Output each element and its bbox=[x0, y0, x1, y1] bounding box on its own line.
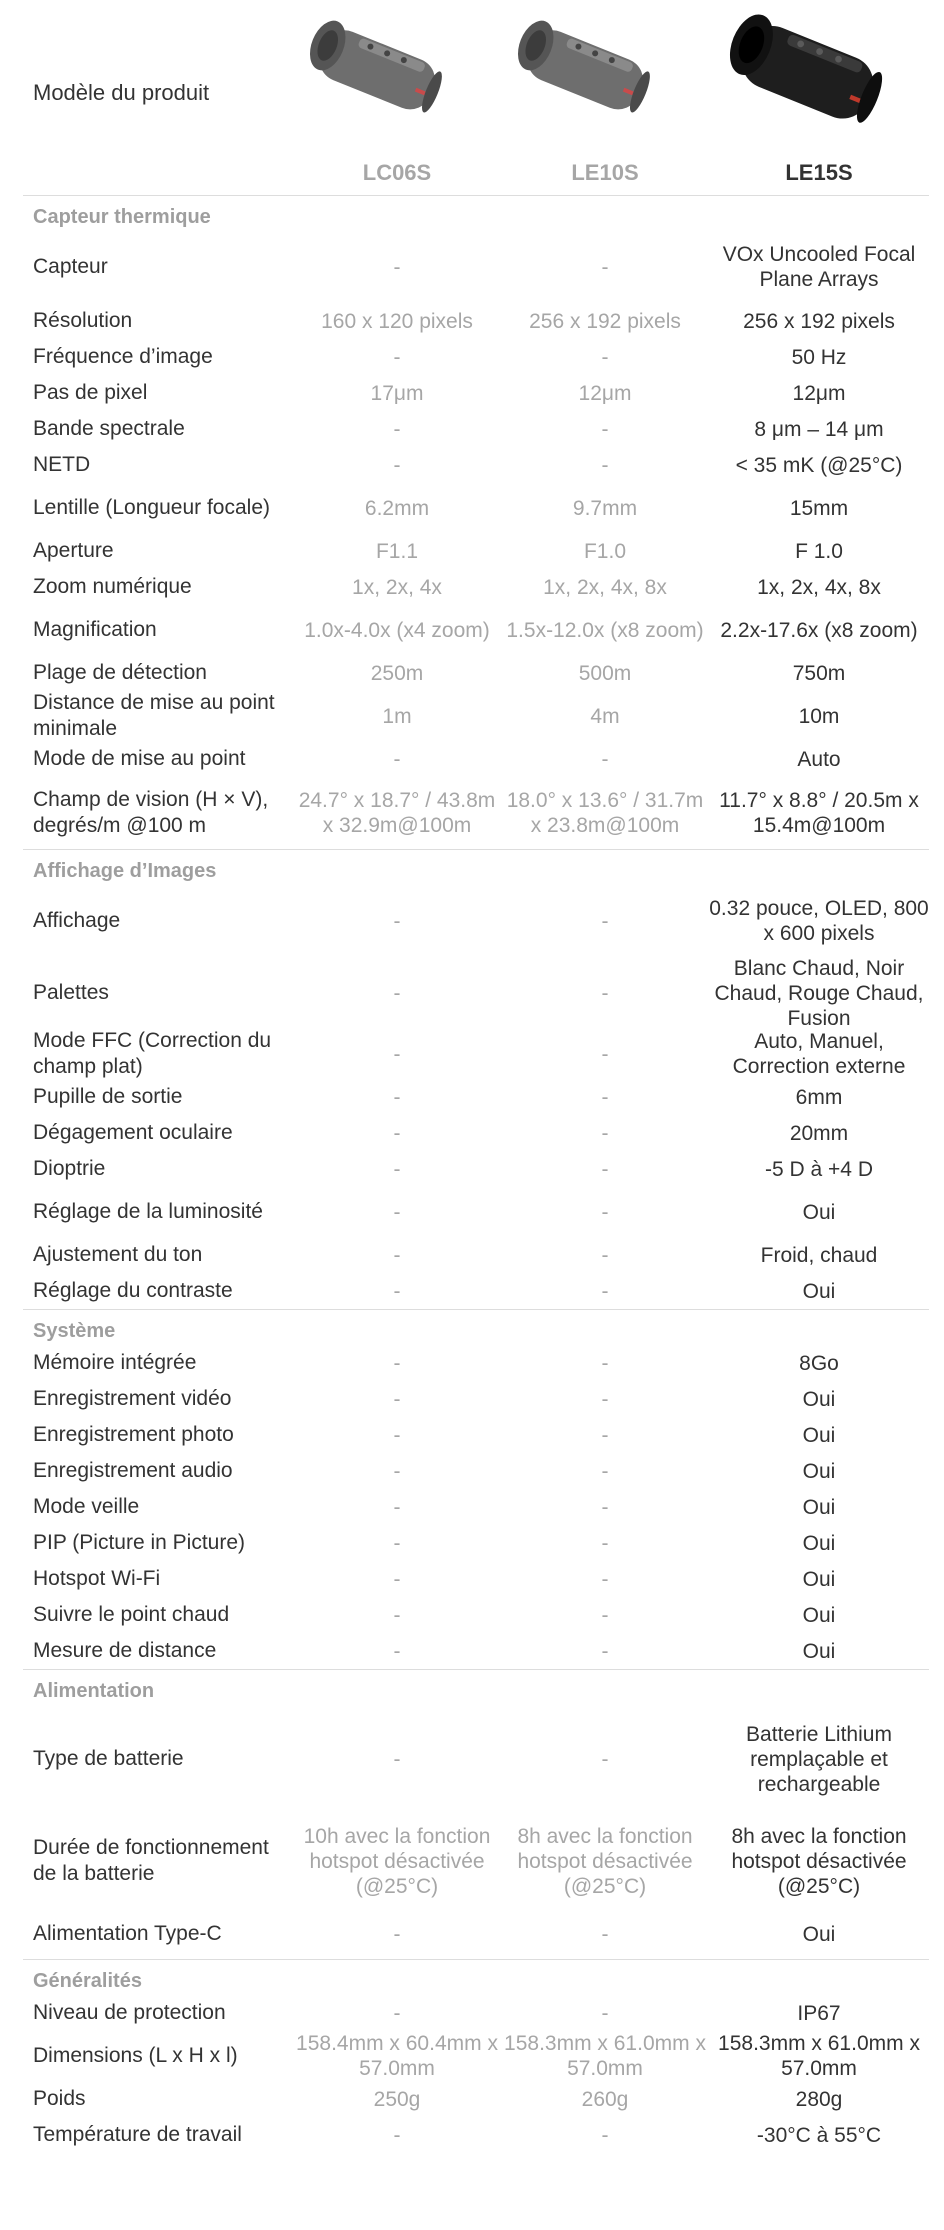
spec-value-lc06s: 1x, 2x, 4x bbox=[352, 575, 442, 599]
spec-value-le10s: - bbox=[601, 2001, 609, 2025]
spec-value-le15s: Oui bbox=[802, 1423, 836, 1447]
spec-row bbox=[23, 1115, 929, 1151]
spec-value-le10s: - bbox=[601, 255, 609, 279]
spec-label: Zoom numérique bbox=[33, 575, 192, 598]
spec-value-le10s: 8h avec la fonction hotspot désactivée (@25°C) bbox=[517, 1824, 693, 1898]
spec-label: Champ de vision (H × V), degrés/m @100 m bbox=[33, 788, 269, 837]
spec-value-lc06s: 158.4mm x 60.4mm x 57.0mm bbox=[296, 2032, 498, 2080]
model-name-le15s: LE15S bbox=[785, 160, 853, 185]
spec-label: Réglage du contraste bbox=[33, 1279, 233, 1302]
spec-value-le10s: 18.0° x 13.6° / 31.7m x 23.8m@100m bbox=[506, 789, 704, 837]
spec-value-le10s: - bbox=[601, 453, 609, 477]
spec-row bbox=[23, 1561, 929, 1597]
spec-value-le10s: - bbox=[601, 1243, 609, 1267]
spec-value-le15s: Oui bbox=[802, 1531, 836, 1555]
spec-value-le10s: 158.3mm x 61.0mm x 57.0mm bbox=[504, 2032, 706, 2080]
spec-value-lc06s: 1m bbox=[382, 704, 412, 728]
spec-value-lc06s: F1.1 bbox=[375, 539, 419, 563]
spec-value-lc06s: - bbox=[393, 1351, 401, 1375]
spec-value-le10s: - bbox=[601, 1922, 609, 1946]
spec-row bbox=[23, 885, 929, 957]
spec-value-le10s: - bbox=[601, 1085, 609, 1109]
spec-value-lc06s: - bbox=[393, 1243, 401, 1267]
spec-value-le10s: - bbox=[601, 909, 609, 933]
model-name-lc06s: LC06S bbox=[362, 160, 432, 185]
spec-value-lc06s: - bbox=[393, 1200, 401, 1224]
spec-value-le15s: 8h avec la fonction hotspot désactivée (@25°C) bbox=[731, 1824, 907, 1898]
section-header: Alimentation bbox=[23, 1669, 929, 1705]
section-header: Affichage d’Images bbox=[23, 849, 929, 885]
spec-value-lc06s: 160 x 120 pixels bbox=[321, 309, 473, 333]
spec-value-le10s: - bbox=[601, 1042, 609, 1066]
model-name-le10s: LE10S bbox=[571, 160, 639, 185]
spec-value-le10s: F1.0 bbox=[583, 539, 627, 563]
spec-value-le10s: - bbox=[601, 1603, 609, 1627]
spec-row bbox=[23, 231, 929, 303]
spec-value-le10s: - bbox=[601, 1567, 609, 1591]
spec-label: Suivre le point chaud bbox=[33, 1603, 230, 1626]
spec-value-le15s: Oui bbox=[802, 1495, 836, 1519]
spec-value-le15s: 8Go bbox=[799, 1351, 839, 1375]
spec-value-le15s: 11.7° x 8.8° / 20.5m x 15.4m@100m bbox=[719, 789, 919, 837]
spec-value-le10s: 1.5x-12.0x (x8 zoom) bbox=[506, 618, 704, 642]
spec-label: Lentille (Longueur focale) bbox=[33, 496, 270, 519]
spec-label: Palettes bbox=[33, 981, 109, 1004]
spec-row bbox=[23, 1525, 929, 1561]
spec-row bbox=[23, 1029, 929, 1079]
spec-label: Bande spectrale bbox=[33, 417, 185, 440]
spec-value-le15s: 0.32 pouce, OLED, 800 x 600 pixels bbox=[709, 897, 929, 945]
spec-value-lc06s: - bbox=[393, 1603, 401, 1627]
spec-label: Dimensions (L x H x l) bbox=[33, 2044, 238, 2067]
spec-value-le15s: Oui bbox=[802, 1200, 836, 1224]
spec-label: Enregistrement vidéo bbox=[33, 1387, 232, 1410]
spec-label: Fréquence d’image bbox=[33, 345, 213, 368]
spec-label: Pupille de sortie bbox=[33, 1085, 183, 1108]
spec-label: Capteur bbox=[33, 255, 108, 278]
spec-value-le10s: - bbox=[601, 2123, 609, 2147]
spec-value-lc06s: - bbox=[393, 1922, 401, 1946]
spec-label: Résolution bbox=[33, 309, 133, 332]
spec-value-lc06s: - bbox=[393, 453, 401, 477]
spec-row bbox=[23, 655, 929, 691]
spec-value-lc06s: - bbox=[393, 1747, 401, 1771]
spec-value-le10s: - bbox=[601, 981, 609, 1005]
spec-value-lc06s: 6.2mm bbox=[364, 496, 430, 520]
spec-value-le15s: Blanc Chaud, Noir Chaud, Rouge Chaud, Fusion bbox=[714, 956, 924, 1030]
spec-value-lc06s: - bbox=[393, 1121, 401, 1145]
spec-label: Mémoire intégrée bbox=[33, 1351, 197, 1374]
spec-row bbox=[23, 1909, 929, 1959]
spec-value-le10s: - bbox=[601, 1157, 609, 1181]
spec-row bbox=[23, 1345, 929, 1381]
spec-value-le10s: - bbox=[601, 747, 609, 771]
spec-label: Mode de mise au point bbox=[33, 747, 246, 770]
device-image-lc06s bbox=[300, 15, 450, 125]
spec-label: PIP (Picture in Picture) bbox=[33, 1531, 246, 1554]
section-header: Capteur thermique bbox=[23, 195, 929, 231]
spec-row bbox=[23, 2031, 929, 2081]
spec-value-le15s: Froid, chaud bbox=[760, 1243, 878, 1267]
spec-value-lc06s: - bbox=[393, 1423, 401, 1447]
spec-value-lc06s: 17μm bbox=[370, 381, 424, 405]
spec-value-le15s: 15mm bbox=[789, 496, 849, 520]
spec-value-le15s: 280g bbox=[795, 2087, 843, 2111]
spec-row bbox=[23, 1489, 929, 1525]
spec-value-le15s: 256 x 192 pixels bbox=[743, 309, 895, 333]
spec-label: Aperture bbox=[33, 539, 114, 562]
spec-row bbox=[23, 2081, 929, 2117]
spec-value-le10s: - bbox=[601, 1459, 609, 1483]
spec-value-lc06s: - bbox=[393, 1157, 401, 1181]
spec-row bbox=[23, 1995, 929, 2031]
spec-value-lc06s: - bbox=[393, 1085, 401, 1109]
spec-value-le15s: F 1.0 bbox=[795, 539, 843, 563]
spec-value-le15s: Oui bbox=[802, 1279, 836, 1303]
spec-value-le15s: 20mm bbox=[789, 1121, 849, 1145]
spec-value-le10s: - bbox=[601, 1200, 609, 1224]
spec-row bbox=[23, 1597, 929, 1633]
spec-row bbox=[23, 605, 929, 655]
spec-value-le15s: -30°C à 55°C bbox=[756, 2123, 882, 2147]
spec-value-lc06s: - bbox=[393, 1042, 401, 1066]
spec-row bbox=[23, 447, 929, 483]
spec-value-le15s: IP67 bbox=[797, 2001, 841, 2025]
spec-value-lc06s: - bbox=[393, 747, 401, 771]
spec-row bbox=[23, 1381, 929, 1417]
spec-value-le10s: 4m bbox=[590, 704, 620, 728]
spec-value-le15s: Oui bbox=[802, 1567, 836, 1591]
spec-value-lc06s: 250g bbox=[373, 2087, 421, 2111]
spec-value-le10s: - bbox=[601, 1747, 609, 1771]
spec-value-lc06s: - bbox=[393, 981, 401, 1005]
spec-row bbox=[23, 569, 929, 605]
spec-row bbox=[23, 411, 929, 447]
spec-value-lc06s: - bbox=[393, 255, 401, 279]
spec-value-lc06s: 1.0x-4.0x (x4 zoom) bbox=[304, 618, 490, 642]
spec-label: Réglage de la luminosité bbox=[33, 1200, 263, 1223]
spec-row bbox=[23, 1273, 929, 1309]
spec-value-le15s: Auto bbox=[797, 747, 841, 771]
spec-label: Niveau de protection bbox=[33, 2001, 226, 2024]
product-model-label: Modèle du produit bbox=[33, 80, 210, 105]
spec-value-le15s: Oui bbox=[802, 1387, 836, 1411]
spec-value-le15s: 8 μm – 14 μm bbox=[754, 417, 884, 441]
spec-row bbox=[23, 483, 929, 533]
spec-label: Affichage bbox=[33, 909, 121, 932]
spec-value-le10s: 256 x 192 pixels bbox=[529, 309, 681, 333]
spec-value-lc06s: - bbox=[393, 1279, 401, 1303]
spec-value-lc06s: - bbox=[393, 1387, 401, 1411]
spec-value-le15s: 10m bbox=[798, 704, 840, 728]
spec-label: Ajustement du ton bbox=[33, 1243, 203, 1266]
spec-label: Type de batterie bbox=[33, 1747, 184, 1770]
spec-value-lc06s: 10h avec la fonction hotspot désactivée (@25°C) bbox=[303, 1824, 491, 1898]
spec-value-le10s: - bbox=[601, 1387, 609, 1411]
spec-label: Dioptrie bbox=[33, 1157, 106, 1180]
spec-value-le10s: 9.7mm bbox=[572, 496, 638, 520]
spec-value-le15s: 2.2x-17.6x (x8 zoom) bbox=[720, 618, 918, 642]
spec-row bbox=[23, 339, 929, 375]
spec-label: Mesure de distance bbox=[33, 1639, 217, 1662]
spec-value-lc06s: - bbox=[393, 1567, 401, 1591]
spec-value-lc06s: - bbox=[393, 1639, 401, 1663]
spec-value-lc06s: - bbox=[393, 1495, 401, 1519]
spec-label: Pas de pixel bbox=[33, 381, 148, 404]
section-header: Généralités bbox=[23, 1959, 929, 1995]
spec-row bbox=[23, 1453, 929, 1489]
spec-row bbox=[23, 375, 929, 411]
spec-value-le15s: VOx Uncooled Focal Plane Arrays bbox=[722, 243, 916, 291]
spec-label: Plage de détection bbox=[33, 661, 207, 684]
device-image-le10s bbox=[508, 15, 658, 125]
spec-row bbox=[23, 1187, 929, 1237]
spec-label: Hotspot Wi-Fi bbox=[33, 1567, 161, 1590]
spec-label: Magnification bbox=[33, 618, 157, 641]
spec-value-lc06s: 250m bbox=[370, 661, 424, 685]
spec-label: Dégagement oculaire bbox=[33, 1121, 233, 1144]
spec-value-le15s: 6mm bbox=[795, 1085, 843, 1109]
spec-row bbox=[23, 1813, 929, 1909]
spec-value-le15s: 1x, 2x, 4x, 8x bbox=[757, 575, 881, 599]
spec-label: Distance de mise au point minimale bbox=[33, 691, 275, 740]
spec-value-le15s: Oui bbox=[802, 1459, 836, 1483]
spec-value-le15s: 50 Hz bbox=[791, 345, 847, 369]
spec-value-le15s: 12μm bbox=[792, 381, 846, 405]
spec-value-le10s: 1x, 2x, 4x, 8x bbox=[543, 575, 667, 599]
spec-value-lc06s: - bbox=[393, 417, 401, 441]
spec-row bbox=[23, 1633, 929, 1669]
spec-value-le15s: Auto, Manuel, Correction externe bbox=[732, 1030, 906, 1078]
spec-row bbox=[23, 1151, 929, 1187]
spec-value-le10s: - bbox=[601, 1279, 609, 1303]
spec-row bbox=[23, 1417, 929, 1453]
spec-value-le10s: - bbox=[601, 1351, 609, 1375]
spec-value-le15s: -5 D à +4 D bbox=[765, 1157, 873, 1181]
spec-row bbox=[23, 533, 929, 569]
spec-value-le15s: 750m bbox=[792, 661, 846, 685]
spec-row bbox=[23, 1237, 929, 1273]
spec-label: Température de travail bbox=[33, 2123, 242, 2146]
spec-value-lc06s: - bbox=[393, 1459, 401, 1483]
spec-label: Poids bbox=[33, 2087, 86, 2110]
spec-row bbox=[23, 303, 929, 339]
spec-row bbox=[23, 957, 929, 1029]
spec-value-le15s: Oui bbox=[802, 1603, 836, 1627]
spec-label: Enregistrement photo bbox=[33, 1423, 234, 1446]
spec-value-lc06s: - bbox=[393, 2123, 401, 2147]
spec-row bbox=[23, 1079, 929, 1115]
spec-value-lc06s: - bbox=[393, 1531, 401, 1555]
spec-value-le10s: - bbox=[601, 1121, 609, 1145]
spec-label: Mode veille bbox=[33, 1495, 140, 1518]
spec-value-le10s: 12μm bbox=[578, 381, 632, 405]
spec-row bbox=[23, 777, 929, 849]
spec-value-le10s: - bbox=[601, 1531, 609, 1555]
spec-table bbox=[23, 195, 929, 2153]
spec-row bbox=[23, 1705, 929, 1813]
spec-value-le15s: Batterie Lithium remplaçable et rechargeable bbox=[746, 1722, 892, 1796]
spec-value-lc06s: - bbox=[393, 2001, 401, 2025]
spec-value-le15s: < 35 mK (@25°C) bbox=[735, 453, 903, 477]
device-image-le15s bbox=[720, 10, 890, 135]
spec-value-lc06s: - bbox=[393, 345, 401, 369]
spec-value-le10s: - bbox=[601, 1495, 609, 1519]
spec-value-le10s: - bbox=[601, 1639, 609, 1663]
spec-value-le15s: 158.3mm x 61.0mm x 57.0mm bbox=[718, 2032, 920, 2080]
spec-value-le10s: - bbox=[601, 345, 609, 369]
spec-value-le10s: 260g bbox=[581, 2087, 629, 2111]
spec-row bbox=[23, 2117, 929, 2153]
spec-label: Mode FFC (Correction du champ plat) bbox=[33, 1029, 272, 1078]
spec-label: Durée de fonctionnement de la batterie bbox=[33, 1836, 269, 1885]
spec-value-lc06s: 24.7° x 18.7° / 43.8m x 32.9m@100m bbox=[298, 789, 496, 837]
spec-label: Alimentation Type-C bbox=[33, 1922, 222, 1945]
spec-value-le10s: - bbox=[601, 417, 609, 441]
spec-label: NETD bbox=[33, 453, 91, 476]
spec-value-lc06s: - bbox=[393, 909, 401, 933]
spec-value-le10s: 500m bbox=[578, 661, 632, 685]
spec-value-le10s: - bbox=[601, 1423, 609, 1447]
product-header bbox=[0, 0, 944, 195]
spec-value-le15s: Oui bbox=[802, 1639, 836, 1663]
spec-value-le15s: Oui bbox=[802, 1922, 836, 1946]
spec-row bbox=[23, 691, 929, 741]
section-header: Système bbox=[23, 1309, 929, 1345]
spec-row bbox=[23, 741, 929, 777]
spec-label: Enregistrement audio bbox=[33, 1459, 233, 1482]
